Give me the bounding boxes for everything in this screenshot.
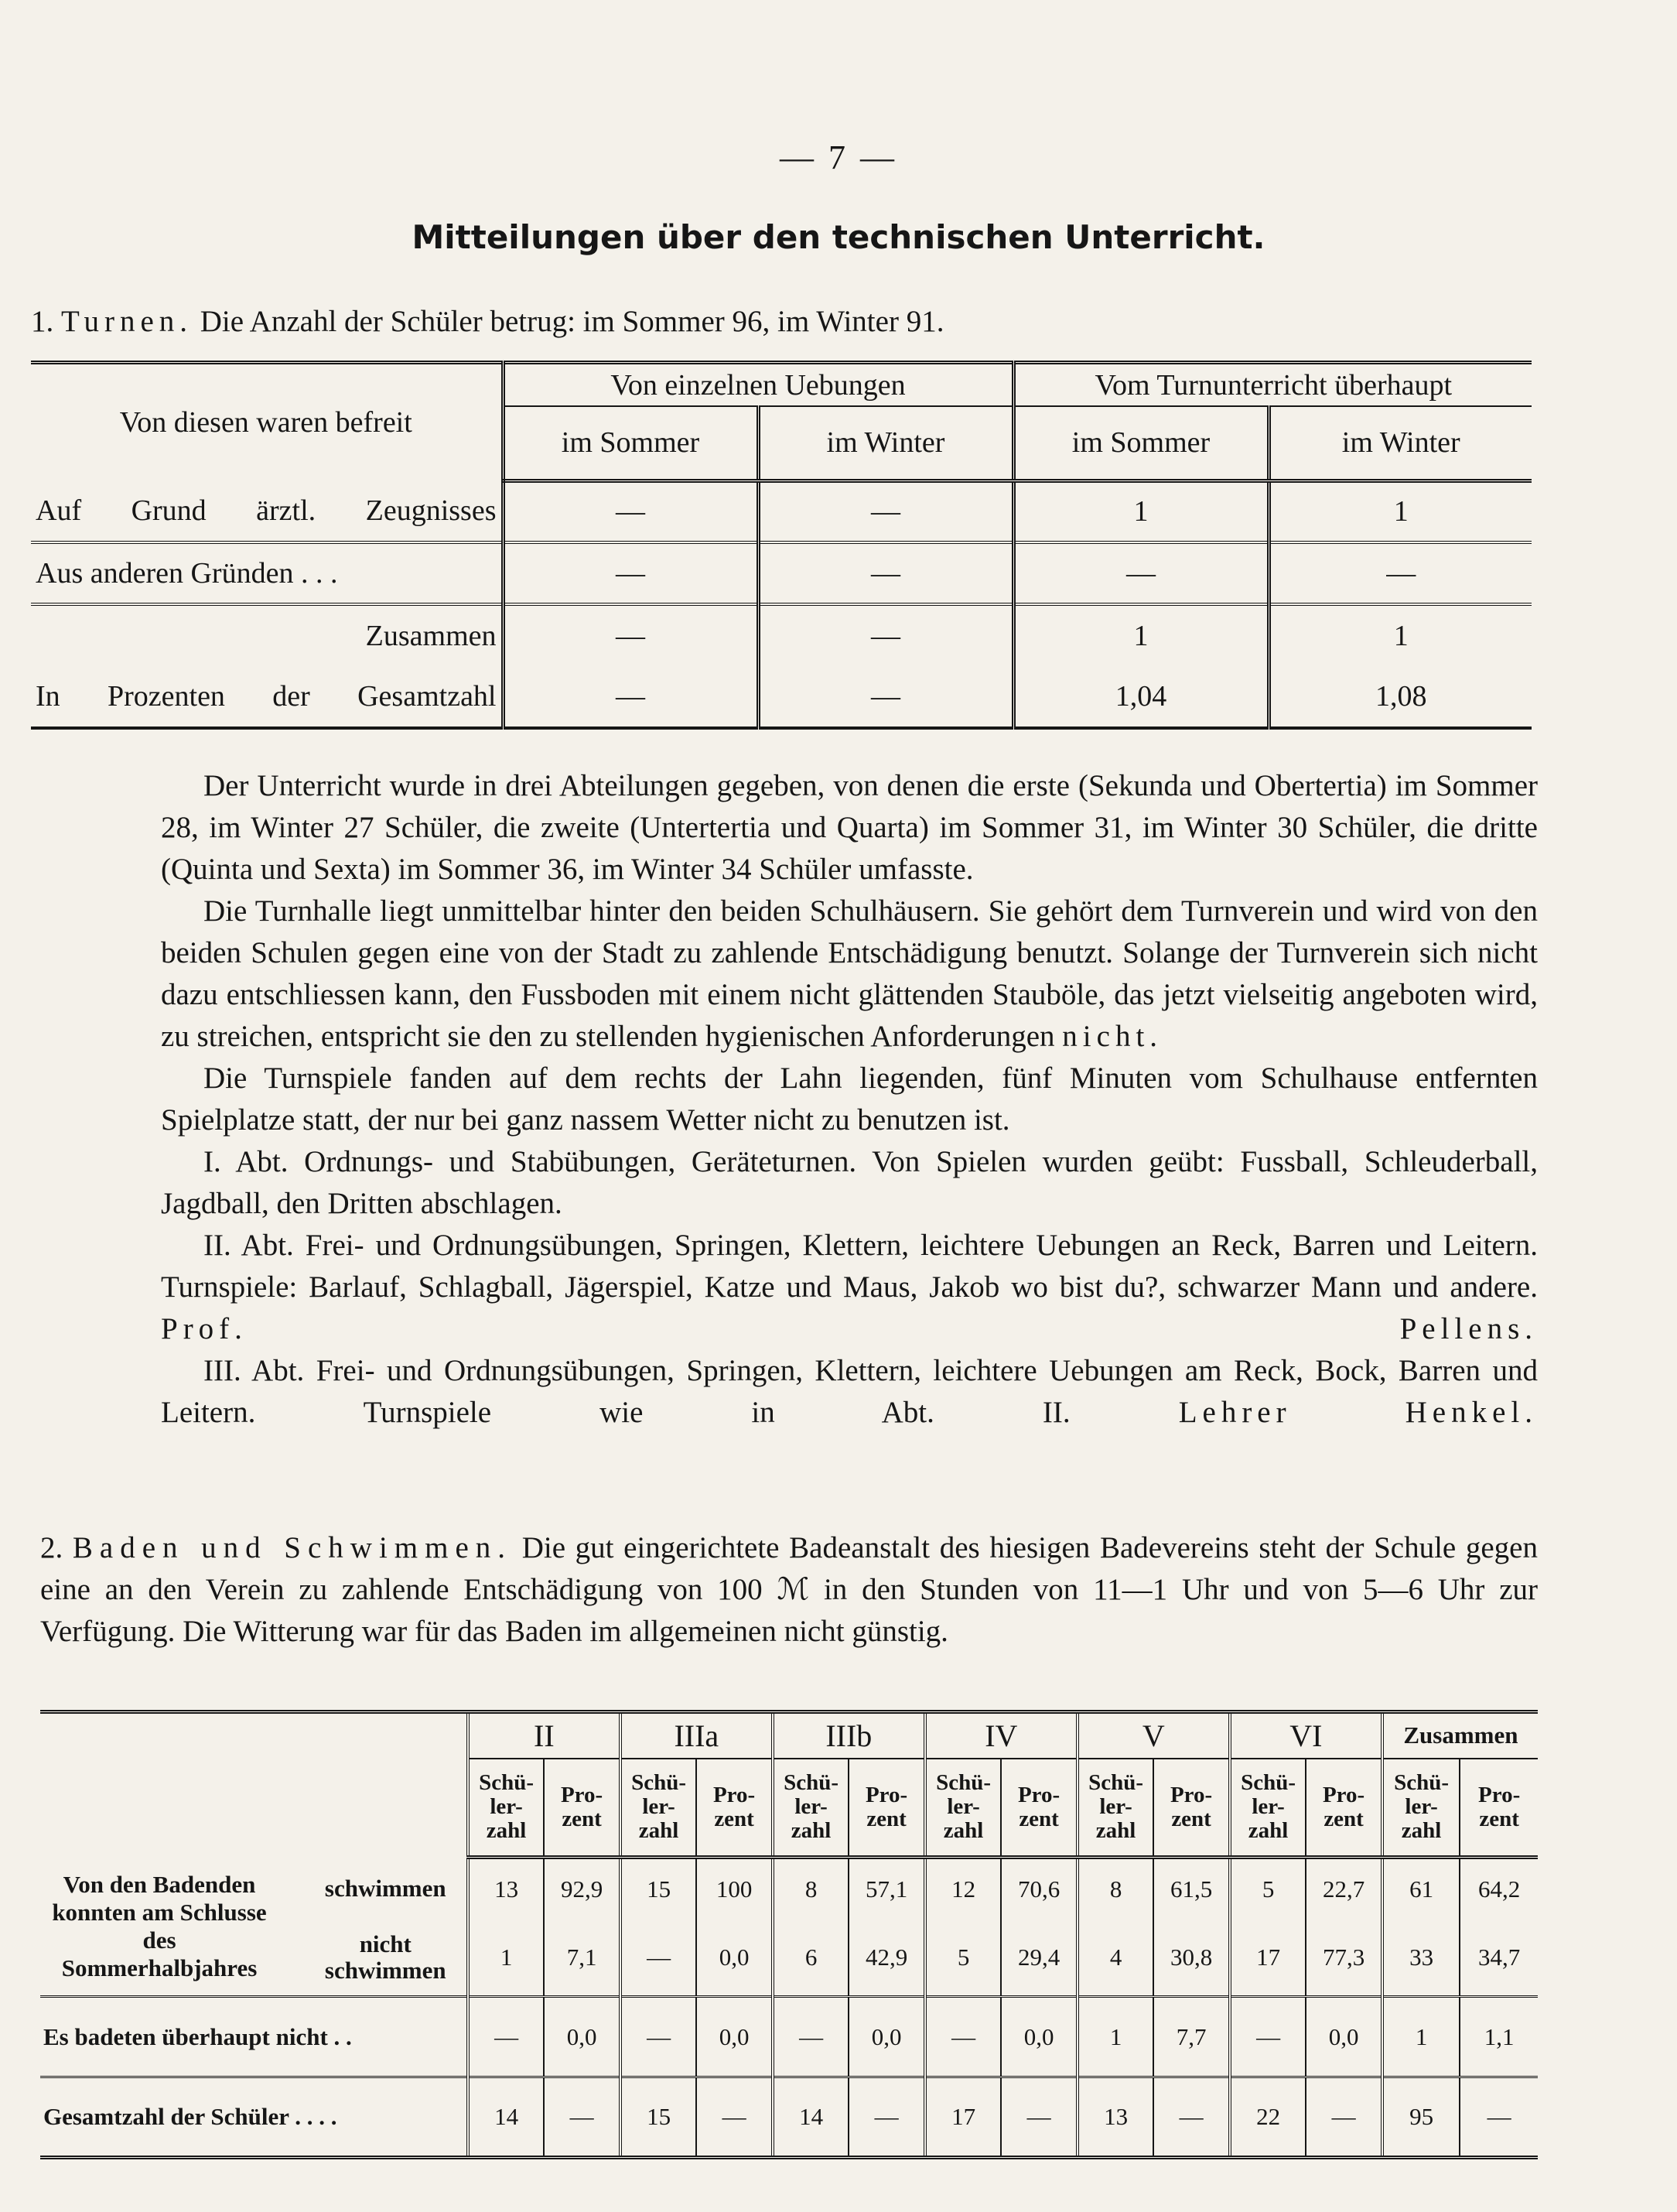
table-row: Zusammen — — 1 1 <box>31 604 1532 666</box>
sub-header-schuelerzahl: Schü-ler-zahl <box>773 1759 849 1858</box>
emphasis-nicht: nicht. <box>1062 1020 1163 1053</box>
sub-header-prozent: Pro-zent <box>1460 1759 1538 1858</box>
header-befreit: Von diesen waren befreit <box>119 406 412 439</box>
table-row: nicht schwimmen 1 7,1 — 0,0 6 42,9 5 29,4 4 30,8 17 77,3 33 34,7 <box>40 1920 1538 1997</box>
table-row: Von den Badenden konnten am Schlusse des Sommerhalbjahres schwimmen 13 92,9 15 100 8 57,1 12 70,6 8 61,5 5 22,7 61 64,2 <box>40 1858 1538 1920</box>
section-intro: Die Anzahl der Schüler betrug: im Sommer 96, im Winter 91. <box>200 305 944 338</box>
section-number: 1. <box>31 305 54 338</box>
paragraph: Die Turnspiele fanden auf dem rechts der Lahn liegenden, fünf Minuten vom Schulhause entfernten Spielplatze statt, der nur bei ganz nassem Wetter nicht zu benutzen ist. <box>161 1062 1538 1137</box>
section-turnen-heading <box>31 304 944 339</box>
group-label: Von den Badenden konnten am Schlusse des Sommerhalbjahres <box>40 1858 305 1997</box>
class-header: IIIb <box>773 1712 925 1759</box>
sub-header-schuelerzahl: Schü-ler-zahl <box>925 1759 1002 1858</box>
section-number: 2. <box>40 1531 63 1564</box>
page-title: Mitteilungen über den technischen Unterricht. <box>412 218 1265 256</box>
header-sommer-1: im Sommer <box>503 406 758 480</box>
table-row: Es badeten überhaupt nicht . . — 0,0 — 0,0 — 0,0 — 0,0 1 7,7 — 0,0 1 1,1 <box>40 1997 1538 2077</box>
table-row: In Prozenten der Gesamtzahl — — 1,04 1,08 <box>31 666 1532 728</box>
paragraph: 2. Baden und Schwimmen. Die gut eingerichtete Badeanstalt des hiesigen Badevereins steht der Schule gegen eine an den Verein zu zahlende Entschädigung von 100 ℳ in den Stunden von 11—1 Uhr und von 5—6 Uhr zur Verfügung. Die Witterung war für das Baden im allgemeinen nicht günstig. <box>40 1531 1538 1648</box>
sub-header-schuelerzahl: Schü-ler-zahl <box>620 1759 697 1858</box>
section-baden <box>40 1527 1538 1653</box>
page-number: — 7 — <box>780 138 897 176</box>
section-label: Baden und Schwimmen. <box>72 1531 513 1564</box>
class-header: VI <box>1230 1712 1382 1759</box>
paragraph: Die Turnhalle liegt unmittelbar hinter den beiden Schulhäusern. Sie gehört dem Turnverein und wird von den beiden Schulen gegen eine von der Stadt zu zahlende Entschädigung benutzt. Solange der Turnverein sich nicht dazu entschliessen kann, den Fussboden mit einem nicht glättenden Stauböle, das jetzt vielseitig angeboten wird, zu streichen, entspricht sie den zu stellenden hygienischen Anforderungen nicht. <box>161 894 1538 1053</box>
sub-header-schuelerzahl: Schü-ler-zahl <box>1230 1759 1306 1858</box>
header-einzelne-uebungen: Von einzelnen Uebungen <box>503 363 1013 407</box>
sub-header-schuelerzahl: Schü-ler-zahl <box>468 1759 545 1858</box>
sub-header-prozent: Pro-zent <box>1001 1759 1078 1858</box>
header-turnunterricht: Vom Turnunterricht überhaupt <box>1013 363 1532 407</box>
baden-table <box>40 1710 1538 2159</box>
turnen-table <box>31 361 1532 730</box>
sub-header-schuelerzahl: Schü-ler-zahl <box>1382 1759 1460 1858</box>
sub-header-prozent: Pro-zent <box>696 1759 773 1858</box>
table-row: Auf Grund ärztl. Zeugnisses — — 1 1 <box>31 480 1532 542</box>
paragraph: III. Abt. Frei- und Ordnungsübungen, Springen, Klettern, leichtere Uebungen am Reck, Bock, Barren und Leitern. Turnspiele wie in Abt. II. Lehrer Henkel. <box>161 1354 1538 1429</box>
header-winter-2: im Winter <box>1269 406 1532 480</box>
class-header: II <box>468 1712 620 1759</box>
table-row: Aus anderen Gründen . . . — — — — <box>31 542 1532 604</box>
sub-header-schuelerzahl: Schü-ler-zahl <box>1078 1759 1154 1858</box>
class-header: IIIa <box>620 1712 773 1759</box>
paragraph: I. Abt. Ordnungs- und Stabübungen, Geräteturnen. Von Spielen wurden geübt: Fussball, Schleuderball, Jagdball, den Dritten abschlagen. <box>161 1145 1538 1220</box>
teacher-henkel: Lehrer Henkel. <box>1178 1396 1538 1429</box>
section-label: Turnen. <box>61 305 193 338</box>
sub-header-prozent: Pro-zent <box>1306 1759 1382 1858</box>
sub-header-prozent: Pro-zent <box>1153 1759 1230 1858</box>
class-header: Zusammen <box>1382 1712 1538 1759</box>
table-row: Gesamtzahl der Schüler . . . . 14 — 15 — 14 — 17 — 13 — 22 — 95 — <box>40 2077 1538 2158</box>
turnen-text <box>161 765 1538 1434</box>
paragraph: II. Abt. Frei- und Ordnungsübungen, Springen, Klettern, leichtere Uebungen an Reck, Barren und Leitern. Turnspiele: Barlauf, Schlagball, Jägerspiel, Katze und Maus, Jakob wo bist du?, schwarzer Mann und andere. Prof. Pellens. <box>161 1229 1538 1345</box>
class-header: V <box>1078 1712 1230 1759</box>
header-winter-1: im Winter <box>758 406 1013 480</box>
sub-header-prozent: Pro-zent <box>544 1759 620 1858</box>
class-header: IV <box>925 1712 1078 1759</box>
teacher-pellens: Prof. Pellens. <box>161 1312 1538 1345</box>
header-sommer-2: im Sommer <box>1013 406 1269 480</box>
paragraph: Der Unterricht wurde in drei Abteilungen gegeben, von denen die erste (Sekunda und Obertertia) im Sommer 28, im Winter 27 Schüler, die zweite (Untertertia und Quarta) im Sommer 31, im Winter 30 Schüler, die dritte (Quinta und Sexta) im Sommer 36, im Winter 34 Schüler umfasste. <box>161 769 1538 886</box>
sub-header-prozent: Pro-zent <box>849 1759 925 1858</box>
